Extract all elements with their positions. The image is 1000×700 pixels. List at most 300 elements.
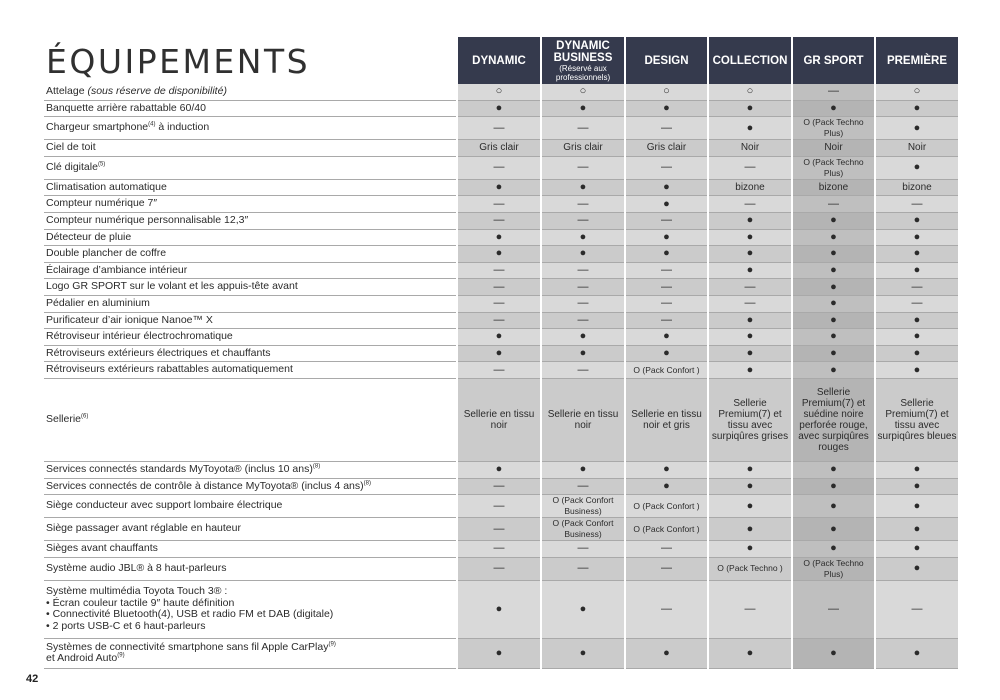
cell-design bbox=[625, 378, 708, 461]
cell-dynamic bbox=[457, 478, 541, 495]
cell-value: ● bbox=[830, 330, 837, 343]
row-label-bullet: • Connectivité Bluetooth(4), USB et radio FM et DAB (digitale) bbox=[46, 608, 334, 621]
cell-value: — bbox=[744, 297, 756, 310]
cell-value: ● bbox=[913, 161, 921, 174]
cell-dynamic-business bbox=[541, 312, 625, 329]
cell-value: ● bbox=[830, 347, 837, 360]
cell-design bbox=[625, 196, 708, 213]
column-header-label: COLLECTION bbox=[712, 54, 788, 67]
cell-value: ● bbox=[830, 499, 837, 512]
cell-value: — bbox=[911, 280, 923, 293]
cell-première bbox=[875, 312, 958, 329]
cell-gr-sport bbox=[792, 84, 875, 100]
cell-dynamic bbox=[457, 461, 541, 478]
cell-value: Noir bbox=[907, 142, 927, 154]
cell-gr-sport bbox=[792, 557, 875, 580]
cell-value: — bbox=[828, 197, 839, 210]
cell-value: — bbox=[577, 121, 589, 134]
cell-dynamic bbox=[457, 295, 541, 312]
cell-première bbox=[875, 295, 958, 312]
cell-value: ● bbox=[746, 646, 754, 659]
cell-design bbox=[625, 262, 708, 279]
cell-dynamic bbox=[457, 246, 541, 263]
cell-dynamic-business bbox=[541, 478, 625, 495]
footnote-ref: (9) bbox=[117, 652, 125, 659]
row-label bbox=[44, 329, 457, 346]
cell-value: Noir bbox=[824, 142, 843, 154]
cell-dynamic-business bbox=[541, 156, 625, 179]
cell-value: ● bbox=[495, 646, 503, 659]
footnote-ref: (8) bbox=[312, 463, 321, 470]
cell-première bbox=[875, 179, 958, 196]
table-row bbox=[44, 345, 958, 362]
cell-value: bizone bbox=[818, 182, 849, 194]
cell-dynamic-business bbox=[541, 295, 625, 312]
row-label-text: Pédalier en aluminium bbox=[46, 296, 150, 309]
cell-collection bbox=[708, 378, 792, 461]
row-label-text: Services connectés de contrôle à distance MyToyota® (inclus 4 ans) bbox=[46, 479, 364, 492]
cell-gr-sport bbox=[792, 156, 875, 179]
cell-collection bbox=[708, 345, 792, 362]
cell-value: — bbox=[577, 161, 589, 174]
cell-value: — bbox=[661, 602, 672, 615]
table-row bbox=[44, 262, 958, 279]
cell-gr-sport bbox=[792, 117, 875, 140]
cell-value: — bbox=[744, 602, 756, 615]
row-label bbox=[44, 156, 457, 179]
cell-value: — bbox=[493, 297, 505, 310]
cell-value: — bbox=[744, 197, 756, 210]
table-row bbox=[44, 478, 958, 495]
cell-première bbox=[875, 461, 958, 478]
cell-dynamic bbox=[457, 156, 541, 179]
row-label bbox=[44, 541, 457, 558]
cell-dynamic-business bbox=[541, 196, 625, 213]
cell-première bbox=[875, 580, 958, 638]
cell-design bbox=[625, 580, 708, 638]
footnote-ref: (5) bbox=[97, 161, 106, 168]
cell-value: ○ bbox=[913, 85, 921, 98]
cell-value: ● bbox=[913, 330, 921, 343]
cell-dynamic bbox=[457, 638, 541, 668]
cell-première bbox=[875, 84, 958, 100]
row-label bbox=[44, 100, 457, 117]
cell-dynamic bbox=[457, 179, 541, 196]
row-label-text: Systèmes de connectivité smartphone sans fil Apple CarPlay bbox=[46, 640, 329, 653]
cell-collection bbox=[708, 246, 792, 263]
cell-gr-sport bbox=[792, 140, 875, 157]
cell-value: ● bbox=[913, 214, 921, 227]
row-label bbox=[44, 279, 457, 296]
cell-gr-sport bbox=[792, 495, 875, 518]
cell-collection bbox=[708, 580, 792, 638]
cell-dynamic bbox=[457, 117, 541, 140]
cell-value: O (Pack Techno Plus) bbox=[803, 557, 864, 579]
cell-value: — bbox=[661, 121, 672, 134]
cell-dynamic-business bbox=[541, 179, 625, 196]
table-row bbox=[44, 557, 958, 580]
cell-value: — bbox=[493, 264, 505, 277]
cell-collection bbox=[708, 229, 792, 246]
cell-value: ● bbox=[579, 181, 587, 194]
cell-value: O (Pack Confort Business) bbox=[552, 495, 614, 517]
cell-value: — bbox=[911, 197, 923, 210]
cell-value: — bbox=[744, 280, 756, 293]
cell-value: ● bbox=[579, 463, 587, 476]
table-row bbox=[44, 295, 958, 312]
cell-value: ● bbox=[913, 313, 921, 326]
cell-value: — bbox=[744, 161, 756, 174]
cell-gr-sport bbox=[792, 580, 875, 638]
row-label-text: Sellerie bbox=[46, 413, 82, 426]
cell-value: ● bbox=[495, 101, 503, 114]
page-number: 42 bbox=[26, 673, 39, 685]
cell-value: ○ bbox=[579, 85, 587, 98]
cell-value: O (Pack Confort ) bbox=[633, 523, 700, 534]
cell-première bbox=[875, 117, 958, 140]
cell-collection bbox=[708, 329, 792, 346]
cell-première bbox=[875, 279, 958, 296]
footnote-ref: (6) bbox=[81, 413, 89, 420]
cell-value: — bbox=[493, 562, 505, 575]
row-label bbox=[44, 461, 457, 478]
cell-value: ● bbox=[830, 214, 837, 227]
cell-dynamic-business bbox=[541, 557, 625, 580]
cell-value: — bbox=[661, 562, 672, 575]
cell-value: ● bbox=[579, 347, 587, 360]
cell-value: Gris clair bbox=[563, 142, 603, 154]
cell-value: ● bbox=[913, 247, 921, 260]
cell-value: ● bbox=[913, 542, 921, 555]
row-label bbox=[44, 378, 457, 461]
cell-dynamic bbox=[457, 557, 541, 580]
cell-gr-sport bbox=[792, 329, 875, 346]
cell-gr-sport bbox=[792, 179, 875, 196]
row-label-text: Siège passager avant réglable en hauteur bbox=[46, 522, 241, 535]
cell-value: bizone bbox=[735, 182, 765, 194]
table-row bbox=[44, 312, 958, 329]
cell-value: ● bbox=[913, 562, 921, 575]
row-label bbox=[44, 580, 457, 638]
cell-value: ● bbox=[746, 101, 754, 114]
cell-dynamic-business bbox=[541, 362, 625, 379]
cell-design bbox=[625, 212, 708, 229]
cell-value: ● bbox=[495, 247, 503, 260]
cell-value: ● bbox=[830, 363, 837, 376]
cell-dynamic bbox=[457, 140, 541, 157]
cell-gr-sport bbox=[792, 541, 875, 558]
cell-value: ● bbox=[913, 363, 921, 376]
cell-value: O (Pack Confort Business) bbox=[552, 518, 614, 540]
row-label-text: Banquette arrière rabattable 60/40 bbox=[46, 101, 206, 114]
cell-collection bbox=[708, 156, 792, 179]
column-header-label: DYNAMIC bbox=[472, 54, 526, 67]
table-row bbox=[44, 518, 958, 541]
cell-dynamic-business bbox=[541, 279, 625, 296]
cell-gr-sport bbox=[792, 229, 875, 246]
cell-collection bbox=[708, 478, 792, 495]
row-label-bullet: • Écran couleur tactile 9″ haute définition bbox=[46, 596, 235, 609]
cell-première bbox=[875, 345, 958, 362]
row-label bbox=[44, 140, 457, 157]
row-label bbox=[44, 478, 457, 495]
row-label-text: Climatisation automatique bbox=[46, 180, 167, 193]
row-label-text: Chargeur smartphone bbox=[46, 121, 149, 134]
cell-value: — bbox=[493, 313, 505, 326]
cell-value: — bbox=[828, 85, 839, 98]
cell-collection bbox=[708, 140, 792, 157]
table-row bbox=[44, 541, 958, 558]
cell-design bbox=[625, 329, 708, 346]
cell-dynamic bbox=[457, 229, 541, 246]
row-label-text: Rétroviseurs extérieurs électriques et chauffants bbox=[46, 346, 271, 359]
cell-value: ● bbox=[830, 297, 837, 310]
cell-collection bbox=[708, 495, 792, 518]
cell-value: ● bbox=[830, 313, 837, 326]
column-header-design bbox=[625, 37, 708, 84]
cell-dynamic bbox=[457, 84, 541, 100]
cell-dynamic bbox=[457, 196, 541, 213]
cell-value: — bbox=[493, 280, 505, 293]
cell-value: ● bbox=[579, 330, 587, 343]
column-header-label: DESIGN bbox=[644, 54, 689, 67]
row-label bbox=[44, 345, 457, 362]
cell-design bbox=[625, 84, 708, 100]
cell-gr-sport bbox=[792, 262, 875, 279]
table-row bbox=[44, 329, 958, 346]
cell-gr-sport bbox=[792, 312, 875, 329]
row-label bbox=[44, 179, 457, 196]
cell-value: ● bbox=[746, 313, 754, 326]
cell-gr-sport bbox=[792, 100, 875, 117]
cell-value: ● bbox=[746, 214, 754, 227]
cell-dynamic-business bbox=[541, 84, 625, 100]
cell-gr-sport bbox=[792, 518, 875, 541]
cell-première bbox=[875, 541, 958, 558]
cell-première bbox=[875, 246, 958, 263]
cell-value: ● bbox=[746, 330, 754, 343]
cell-dynamic-business bbox=[541, 262, 625, 279]
cell-value: — bbox=[577, 542, 589, 555]
row-label-note: (sous réserve de disponibilité) bbox=[87, 85, 227, 98]
cell-value: O (Pack Techno ) bbox=[717, 563, 783, 574]
cell-première bbox=[875, 638, 958, 668]
cell-value: ● bbox=[663, 347, 670, 360]
row-label-text: Logo GR SPORT sur le volant et les appuis-tête avant bbox=[46, 280, 298, 293]
column-header-gr-sport bbox=[792, 37, 875, 84]
cell-value: ● bbox=[495, 602, 503, 615]
cell-gr-sport bbox=[792, 378, 875, 461]
header-spacer bbox=[44, 37, 457, 84]
cell-collection bbox=[708, 196, 792, 213]
cell-collection bbox=[708, 557, 792, 580]
cell-première bbox=[875, 140, 958, 157]
cell-dynamic-business bbox=[541, 541, 625, 558]
row-label bbox=[44, 495, 457, 518]
cell-value: ● bbox=[663, 230, 670, 243]
cell-value: ● bbox=[579, 230, 587, 243]
cell-value: — bbox=[577, 562, 589, 575]
table-row bbox=[44, 638, 958, 668]
cell-value: ● bbox=[746, 463, 754, 476]
row-label-text: Attelage bbox=[46, 85, 85, 98]
row-label bbox=[44, 312, 457, 329]
cell-gr-sport bbox=[792, 279, 875, 296]
row-label bbox=[44, 196, 457, 213]
cell-dynamic-business bbox=[541, 100, 625, 117]
row-label bbox=[44, 229, 457, 246]
column-header-note: (Réservé aux professionnels) bbox=[555, 63, 611, 82]
cell-value: O (Pack Confort ) bbox=[633, 500, 700, 511]
cell-value: Gris clair bbox=[646, 142, 687, 154]
cell-collection bbox=[708, 362, 792, 379]
cell-value: ○ bbox=[495, 85, 503, 98]
cell-première bbox=[875, 478, 958, 495]
column-header-première bbox=[875, 37, 958, 84]
cell-dynamic-business bbox=[541, 378, 625, 461]
cell-gr-sport bbox=[792, 461, 875, 478]
row-label-text: Système multimédia Toyota Touch 3® : bbox=[46, 585, 228, 598]
cell-value: — bbox=[493, 479, 505, 492]
cell-value: — bbox=[577, 264, 589, 277]
table-row bbox=[44, 246, 958, 263]
cell-dynamic bbox=[457, 100, 541, 117]
cell-value: ● bbox=[579, 646, 587, 659]
row-label-text: Purificateur d’air ionique Nanoe™ X bbox=[46, 313, 213, 326]
cell-value: ● bbox=[913, 347, 921, 360]
footnote-ref: (9) bbox=[328, 641, 336, 648]
cell-value: — bbox=[493, 197, 505, 210]
cell-première bbox=[875, 212, 958, 229]
cell-gr-sport bbox=[792, 246, 875, 263]
cell-value: ● bbox=[746, 264, 754, 277]
cell-value: ● bbox=[663, 181, 670, 194]
cell-value: — bbox=[577, 197, 589, 210]
cell-design bbox=[625, 362, 708, 379]
cell-dynamic-business bbox=[541, 212, 625, 229]
cell-design bbox=[625, 229, 708, 246]
cell-value: ● bbox=[913, 463, 921, 476]
footnote-ref: (4) bbox=[148, 121, 156, 128]
column-header-collection bbox=[708, 37, 792, 84]
table-row bbox=[44, 84, 958, 100]
cell-value: ● bbox=[830, 646, 837, 659]
cell-collection bbox=[708, 100, 792, 117]
cell-value: ● bbox=[830, 522, 837, 535]
table-row bbox=[44, 580, 958, 638]
column-header-label: GR SPORT bbox=[803, 54, 864, 67]
row-label bbox=[44, 84, 457, 100]
cell-gr-sport bbox=[792, 345, 875, 362]
cell-dynamic bbox=[457, 362, 541, 379]
cell-value: ● bbox=[913, 499, 921, 512]
column-header-label: DYNAMIC BUSINESS bbox=[553, 39, 613, 64]
cell-dynamic-business bbox=[541, 246, 625, 263]
cell-dynamic bbox=[457, 541, 541, 558]
cell-value: Sellerie en tissu noir et gris bbox=[631, 408, 702, 431]
table-row bbox=[44, 279, 958, 296]
cell-value: ● bbox=[663, 247, 670, 260]
cell-dynamic bbox=[457, 279, 541, 296]
cell-collection bbox=[708, 117, 792, 140]
cell-première bbox=[875, 495, 958, 518]
table-row bbox=[44, 140, 958, 157]
column-header-label: PREMIÈRE bbox=[886, 54, 948, 67]
row-label-text: Compteur numérique 7″ bbox=[46, 197, 158, 210]
row-label-line2: et Android Auto bbox=[46, 652, 118, 665]
cell-value: ● bbox=[663, 197, 670, 210]
cell-design bbox=[625, 345, 708, 362]
cell-value: — bbox=[661, 161, 672, 174]
cell-dynamic bbox=[457, 312, 541, 329]
cell-value: — bbox=[493, 214, 505, 227]
cell-première bbox=[875, 518, 958, 541]
column-header-dynamic-business bbox=[541, 37, 625, 84]
page-title: ÉQUIPEMENTS bbox=[46, 42, 311, 81]
cell-value: ● bbox=[746, 247, 754, 260]
table-row bbox=[44, 461, 958, 478]
cell-value: Sellerie Premium(7) et tissu avec surpiqûres bleues bbox=[877, 397, 957, 442]
cell-dynamic-business bbox=[541, 329, 625, 346]
cell-value: ● bbox=[830, 542, 837, 555]
cell-value: ● bbox=[579, 247, 587, 260]
cell-gr-sport bbox=[792, 196, 875, 213]
cell-value: ● bbox=[663, 101, 670, 114]
cell-value: ● bbox=[913, 522, 921, 535]
row-label bbox=[44, 212, 457, 229]
cell-design bbox=[625, 117, 708, 140]
cell-value: ● bbox=[830, 101, 837, 114]
cell-value: ● bbox=[913, 101, 921, 114]
cell-première bbox=[875, 557, 958, 580]
cell-value: Sellerie Premium(7) et tissu avec surpiqûres grises bbox=[711, 397, 789, 442]
cell-gr-sport bbox=[792, 478, 875, 495]
row-label-text: Sièges avant chauffants bbox=[46, 542, 158, 555]
cell-value: ● bbox=[830, 479, 837, 492]
cell-design bbox=[625, 518, 708, 541]
cell-value: ● bbox=[830, 463, 837, 476]
cell-première bbox=[875, 100, 958, 117]
cell-collection bbox=[708, 541, 792, 558]
cell-value: — bbox=[493, 363, 505, 376]
cell-value: — bbox=[911, 602, 923, 615]
cell-design bbox=[625, 495, 708, 518]
row-label-text: Rétroviseurs extérieurs rabattables automatiquement bbox=[46, 363, 293, 376]
cell-value: — bbox=[493, 121, 505, 134]
table-row bbox=[44, 156, 958, 179]
cell-design bbox=[625, 100, 708, 117]
row-label-text: Siège conducteur avec support lombaire électrique bbox=[46, 499, 283, 512]
cell-gr-sport bbox=[792, 212, 875, 229]
cell-dynamic-business bbox=[541, 140, 625, 157]
cell-value: — bbox=[911, 297, 923, 310]
cell-value: ● bbox=[830, 264, 837, 277]
cell-value: — bbox=[577, 363, 589, 376]
table-row bbox=[44, 100, 958, 117]
cell-dynamic-business bbox=[541, 345, 625, 362]
row-label-text: Éclairage d’ambiance intérieur bbox=[46, 263, 188, 276]
cell-dynamic-business bbox=[541, 518, 625, 541]
cell-value: — bbox=[661, 313, 672, 326]
column-header-row bbox=[44, 37, 958, 84]
table-row bbox=[44, 196, 958, 213]
cell-value: ● bbox=[830, 230, 837, 243]
cell-value: ● bbox=[746, 347, 754, 360]
cell-dynamic bbox=[457, 580, 541, 638]
cell-première bbox=[875, 196, 958, 213]
cell-value: O (Pack Techno Plus) bbox=[803, 117, 864, 139]
cell-collection bbox=[708, 518, 792, 541]
